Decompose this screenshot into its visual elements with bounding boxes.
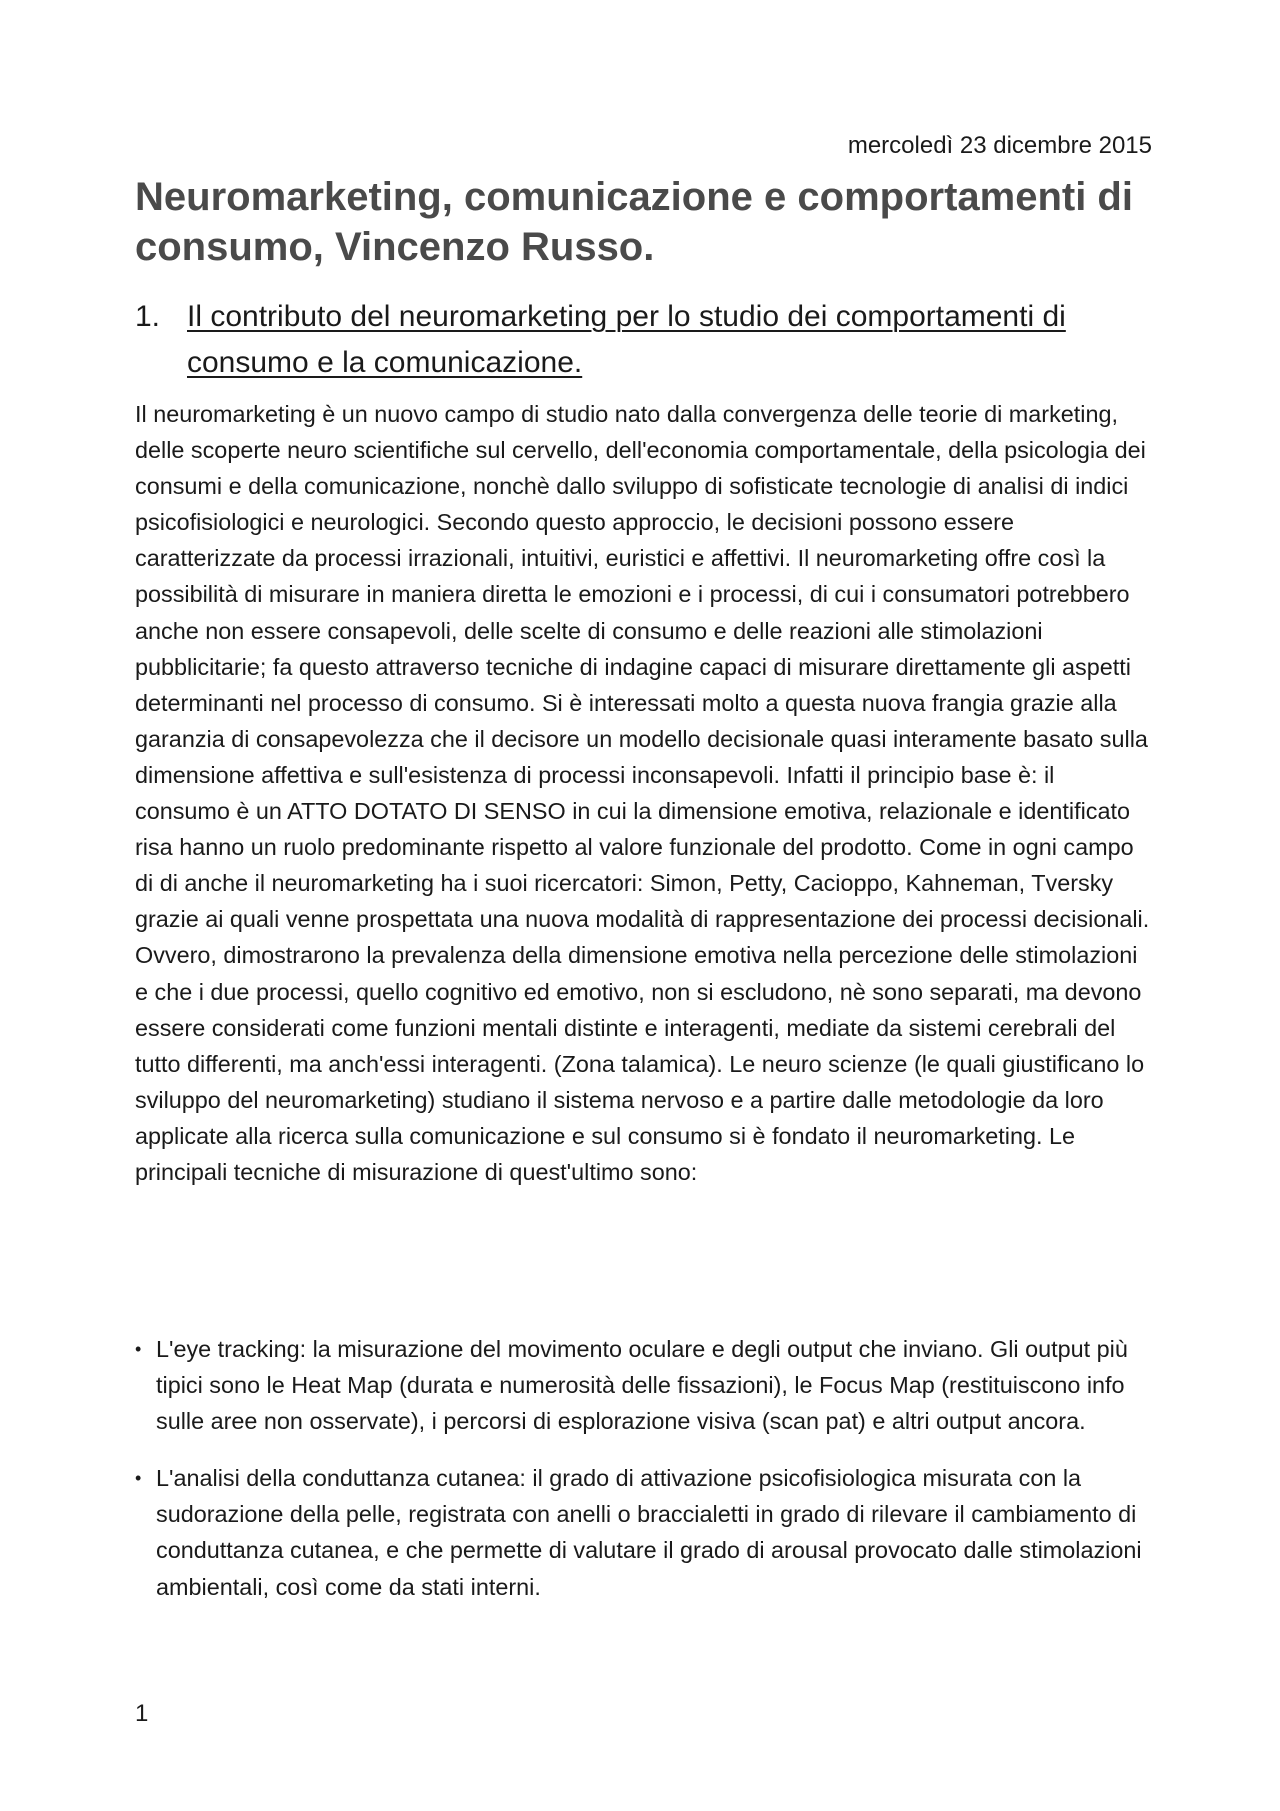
page-number: 1 (135, 1700, 149, 1727)
body-paragraph: Il neuromarketing è un nuovo campo di studio nato dalla convergenza delle teorie di marketing, delle scoperte neuro scientifiche sul cervello, dell'economia comportamentale, della psicologia dei consumi e della comunicazione, nonchè dallo sviluppo di sofisticate tecnologie di analisi di indici psicofisiologici e neurologici. Secondo questo approccio, le decisioni possono essere caratterizzate da processi irrazionali, intuitivi, euristici e affettivi. Il neuromarketing offre così la possibilità di misurare in maniera diretta le emozioni e i processi, di cui i consumatori potrebbero anche non essere consapevoli, delle scelte di consumo e delle reazioni alle stimolazioni pubblicitarie; fa questo attraverso tecniche di indagine capaci di misurare direttamente gli aspetti determinanti nel processo di consumo. Si è interessati molto a questa nuova frangia grazie alla garanzia di consapevolezza che il decisore un modello decisionale quasi interamente basato sulla dimensione affettiva e sull'esistenza di processi inconsapevoli. Infatti il principio base è: il consumo è un ATTO DOTATO DI SENSO in cui la dimensione emotiva, relazionale e identificato risa hanno un ruolo predominante rispetto al valore funzionale del prodotto. Come in ogni campo di di anche il neuromarketing ha i suoi ricercatori: Simon, Petty, Cacioppo, Kahneman, Tversky grazie ai quali venne prospettata una nuova modalità di rappresentazione dei processi decisionali. Ovvero, dimostrarono la prevalenza della dimensione emotiva nella percezione delle stimolazioni e che i due processi, quello cognitivo ed emotivo, non si escludono, nè sono separati, ma devono essere considerati come funzioni mentali distinte e interagenti, mediate da sistemi cerebrali del tutto differenti, ma anch'essi interagenti. (Zona talamica). Le neuro scienze (le quali giustificano lo sviluppo del neuromarketing) studiano il sistema nervoso e a partire dalle metodologie da loro applicate alla ricerca sulla comunicazione e sul consumo si è fondato il neuromarketing. Le principali tecniche di misurazione di quest'ultimo sono: (135, 401, 1150, 1185)
bullet-marker: • (135, 1339, 142, 1359)
list-item-text: L'eye tracking: la misurazione del movimento oculare e degli output che inviano. Gli output più tipici sono le Heat Map (durata e numerosità delle fissazioni), le Focus Map (restituiscono info sulle aree non osservate), i percorsi di esplorazione visiva (scan pat) e altri output ancora. (156, 1336, 1128, 1435)
document-date: mercoledì 23 dicembre 2015 (847, 132, 1152, 159)
section-number: 1. (135, 300, 161, 333)
section-heading (135, 294, 1145, 386)
list-item-text: L'analisi della conduttanza cutanea: il grado di attivazione psicofisiologica misurata con la sudorazione della pelle, registrata con anelli o braccialetti in grado di rilevare il cambiamento di conduttanza cutanea, e che permette di valutare il grado di arousal provocato dalle stimolazioni ambientali, così come da stati interni. (156, 1465, 1142, 1600)
document-title: Neuromarketing, comunicazione e comportamenti di consumo, Vincenzo Russo. (135, 175, 1133, 269)
bullet-marker: • (135, 1468, 142, 1489)
list-item (135, 1331, 1150, 1439)
list-item (135, 1460, 1150, 1604)
techniques-list (135, 1331, 1150, 1626)
section-heading-text: Il contributo del neuromarketing per lo studio dei comportamenti di consumo e la comunicazione. (187, 300, 1066, 379)
